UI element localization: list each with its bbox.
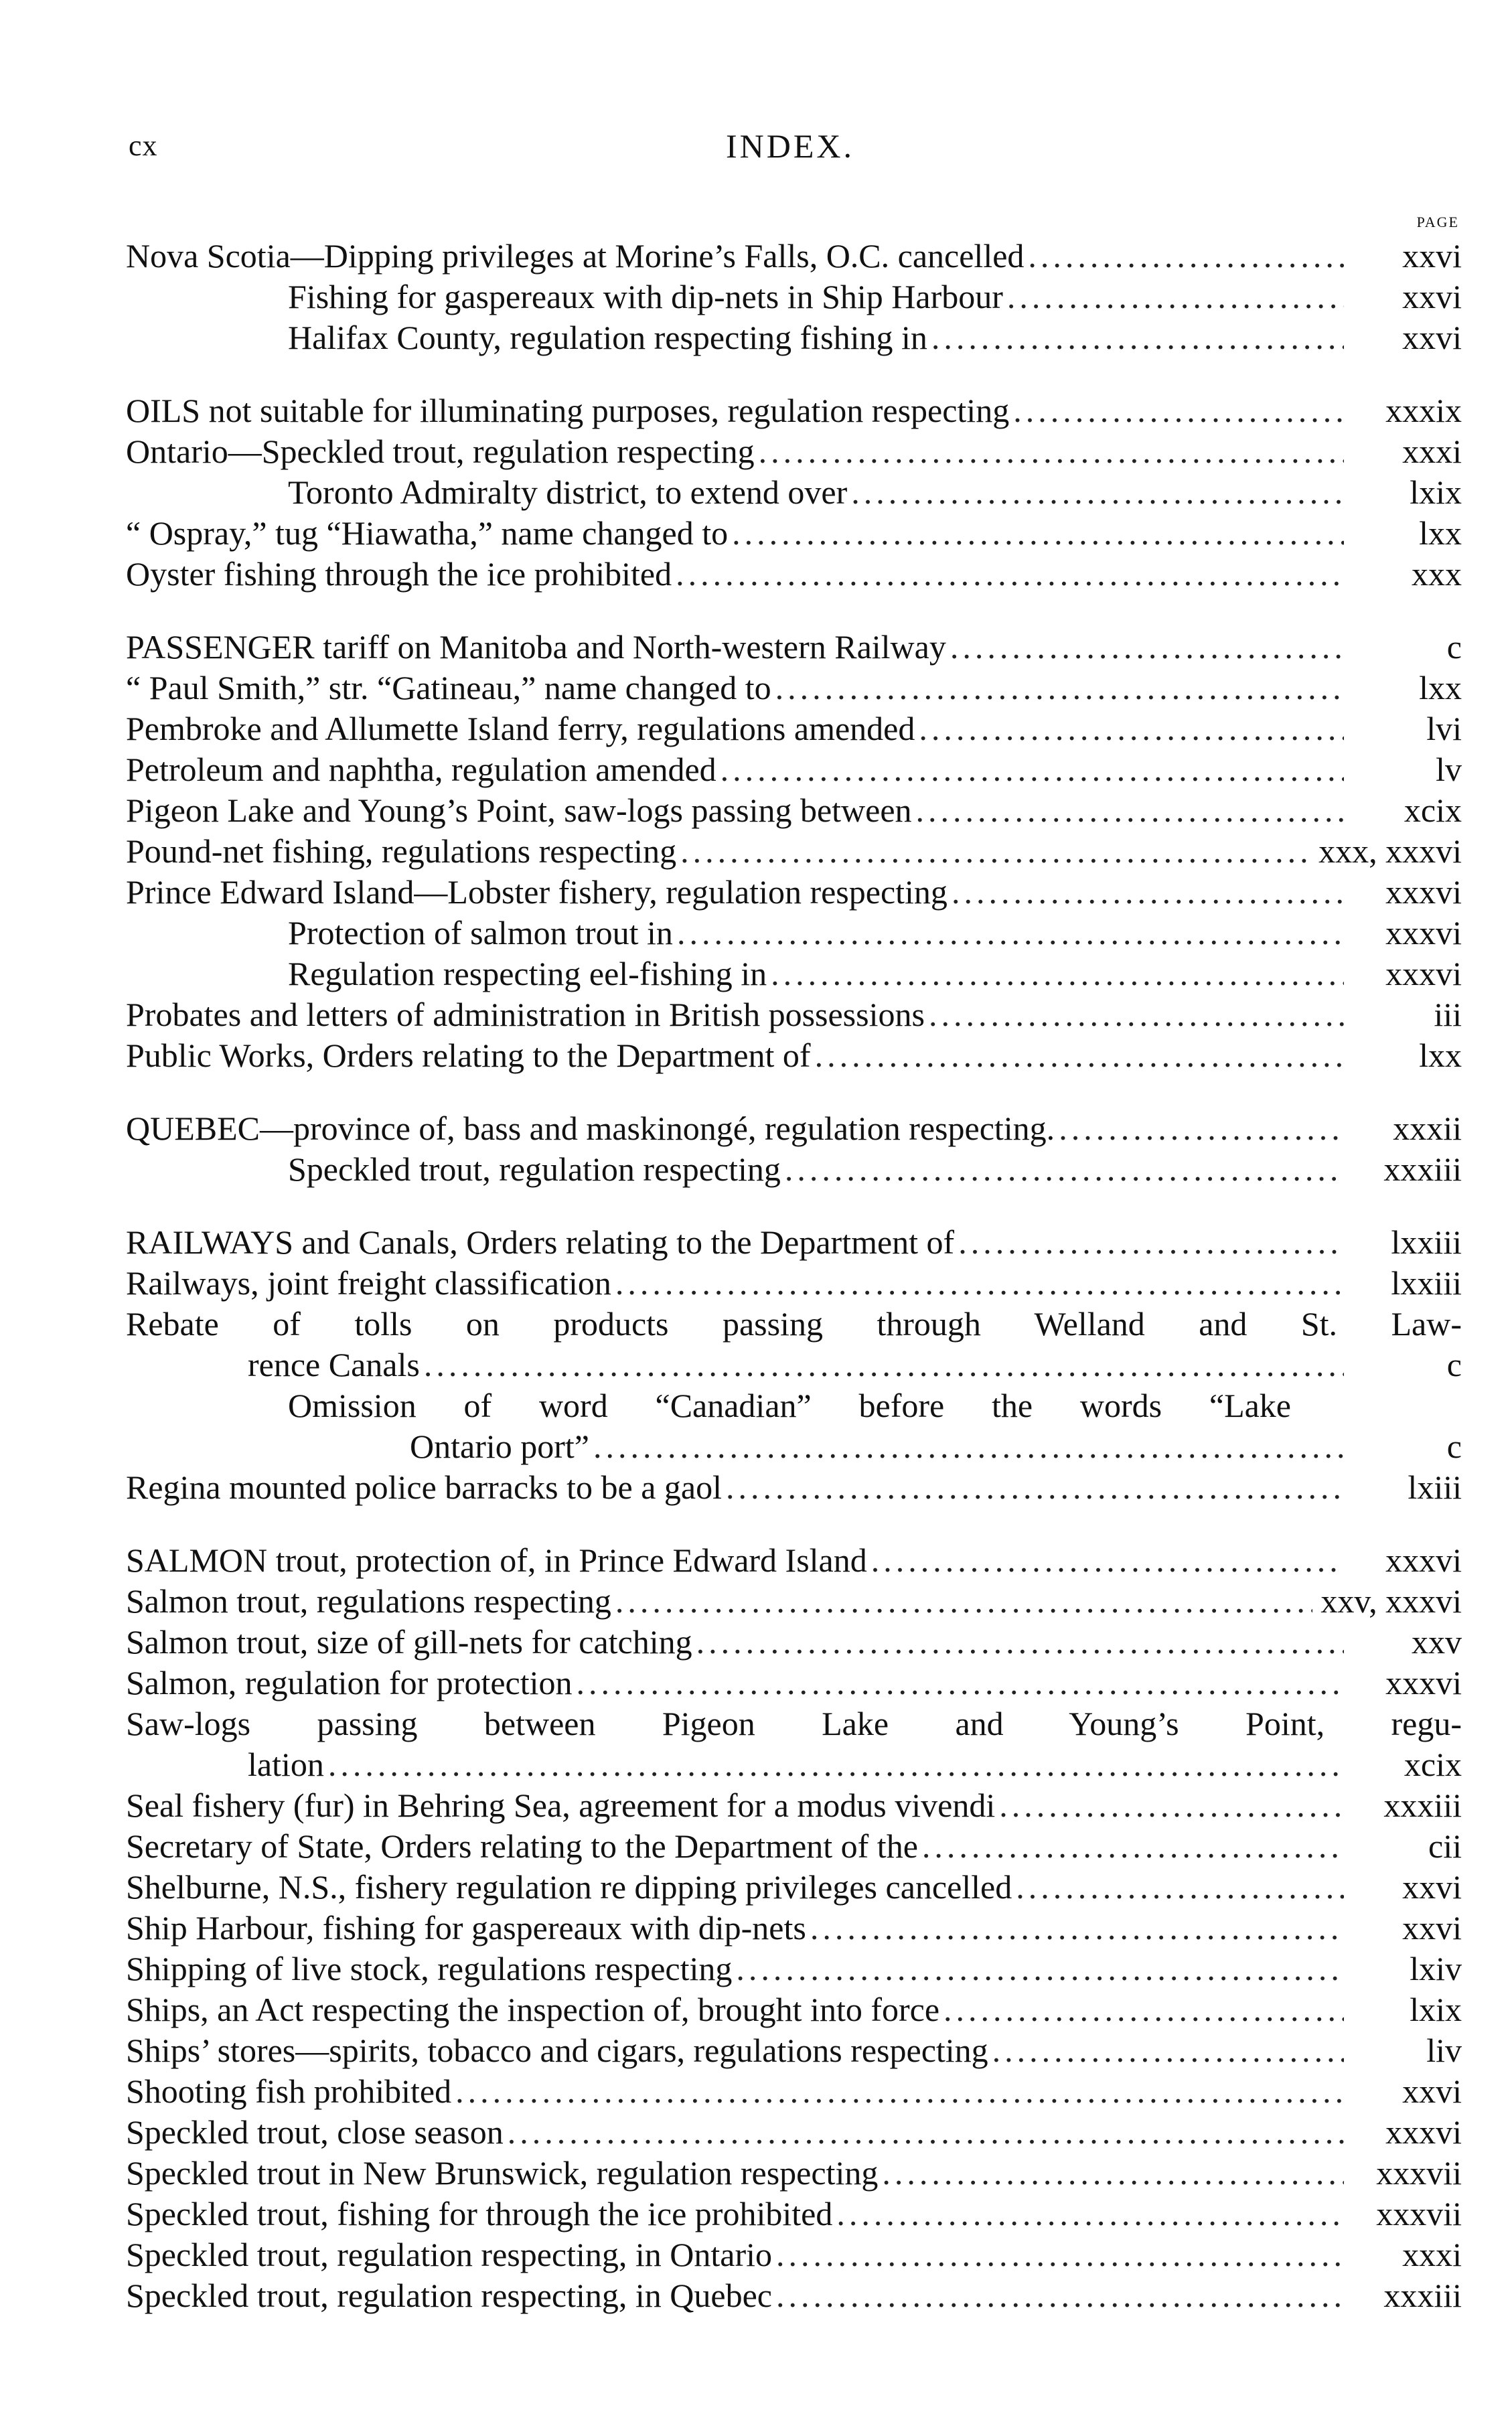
index-entry [126, 708, 1462, 749]
index-entry [126, 913, 1462, 954]
index-entry [126, 1304, 1462, 1345]
index-entry [126, 236, 1462, 277]
page-folio: cx [129, 129, 158, 162]
entry-page-ref: xxxvi [1385, 1664, 1462, 1701]
index-entry [126, 2275, 1462, 2316]
index-entry [126, 2071, 1462, 2112]
index-entry [126, 831, 1462, 872]
dot-leader [759, 431, 1344, 472]
entry-text: RAILWAYS and Canals, Orders relating to the Department of [126, 1223, 955, 1261]
page-column-label: PAGE [1416, 214, 1459, 230]
dot-leader [815, 1035, 1344, 1076]
index-entry [126, 513, 1462, 554]
index-body [126, 209, 1462, 2348]
entry-page-ref: xxxi [1402, 2236, 1462, 2273]
dot-leader [776, 2234, 1344, 2275]
entry-page-ref: c [1446, 1346, 1462, 1383]
index-entry [126, 1908, 1462, 1949]
dot-leader [736, 1949, 1344, 1989]
entry-text: rence Canals [248, 1346, 420, 1383]
entry-text: Speckled trout, fishing for through the ice prohibited [126, 2195, 833, 2232]
index-section [126, 1540, 1462, 2316]
entry-page-ref: lxx [1419, 514, 1462, 552]
entry-page-ref: lxiii [1408, 1468, 1462, 1506]
entry-page-ref: lxxiii [1391, 1223, 1462, 1261]
entry-page-ref: xxxvi [1385, 873, 1462, 911]
index-entry [126, 1663, 1462, 1703]
dot-leader [455, 2071, 1344, 2112]
index-entry [126, 1385, 1462, 1426]
entry-text: Pembroke and Allumette Island ferry, regulations amended [126, 710, 915, 747]
entry-text: Prince Edward Island—Lobster fishery, regulation respecting [126, 873, 948, 911]
dot-leader [726, 1467, 1344, 1508]
dot-leader [1028, 236, 1344, 277]
index-entry [126, 390, 1462, 431]
page-title: INDEX. [725, 127, 855, 165]
dot-leader [919, 708, 1344, 749]
entry-text: Public Works, Orders relating to the Department of [126, 1037, 811, 1074]
entry-text: Shooting fish prohibited [126, 2072, 452, 2110]
entry-text: Protection of salmon trout in [288, 914, 673, 952]
entry-text: Omission of word “Canadian” before the words “Lake [288, 1387, 1291, 1424]
dot-leader [1059, 1108, 1344, 1149]
dot-leader [929, 994, 1344, 1035]
dot-leader [328, 1744, 1344, 1785]
entry-page-ref: liv [1426, 2032, 1462, 2069]
entry-page-ref: xxxvii [1376, 2154, 1462, 2192]
entry-text: Seal fishery (fur) in Behring Sea, agreement for a modus vivendi [126, 1787, 996, 1824]
entry-text: Toronto Admiralty district, to extend over [288, 473, 848, 511]
entry-page-ref: xxvi [1402, 1909, 1462, 1947]
index-entry [126, 790, 1462, 831]
index-entry [126, 1540, 1462, 1581]
dot-leader [922, 1826, 1344, 1867]
entry-page-ref: lxx [1419, 669, 1462, 706]
entry-page-ref: xxx [1412, 555, 1462, 593]
entry-page-ref: lxiv [1410, 1950, 1462, 1987]
entry-page-ref: c [1446, 628, 1462, 666]
dot-leader [776, 2275, 1344, 2316]
entry-page-ref: lxix [1410, 473, 1462, 511]
entry-text: Petroleum and naphtha, regulation amended [126, 751, 716, 788]
entry-text: Pigeon Lake and Young’s Point, saw-logs passing between [126, 791, 912, 829]
entry-text: “ Ospray,” tug “Hiawatha,” name changed to [126, 514, 729, 552]
index-entry [126, 1149, 1462, 1190]
index-entry [126, 2153, 1462, 2194]
entry-page-ref: xxv, xxxvi [1320, 1582, 1462, 1620]
index-section [126, 1108, 1462, 1190]
entry-text: Regina mounted police barracks to be a gaol [126, 1468, 722, 1506]
index-entry [126, 1222, 1462, 1263]
dot-leader [771, 954, 1344, 994]
entry-page-ref: xxvi [1402, 1868, 1462, 1906]
running-head [129, 126, 1452, 173]
index-entry [126, 1744, 1462, 1785]
entry-text: Speckled trout, regulation respecting, in Ontario [126, 2236, 773, 2273]
index-entry [126, 431, 1462, 472]
dot-leader [424, 1345, 1344, 1385]
index-entry [126, 954, 1462, 994]
index-entry [126, 472, 1462, 513]
dot-leader [1007, 277, 1344, 317]
entry-text: Shelburne, N.S., fishery regulation re dipping privileges cancelled [126, 1868, 1012, 1906]
dot-leader [952, 872, 1344, 913]
index-entry [126, 1581, 1462, 1622]
dot-leader [775, 668, 1344, 708]
entry-text: lation [248, 1746, 324, 1783]
entry-page-ref: xcix [1404, 791, 1462, 829]
entry-page-ref: lvi [1426, 710, 1462, 747]
entry-text: Salmon trout, size of gill-nets for catching [126, 1623, 692, 1661]
dot-leader [732, 513, 1344, 554]
index-entry [126, 2112, 1462, 2153]
index-entry [126, 1826, 1462, 1867]
entry-page-ref: xxv [1412, 1623, 1462, 1661]
entry-text: SALMON trout, protection of, in Prince Edward Island [126, 1541, 867, 1579]
entry-text: Ontario port” [410, 1428, 589, 1465]
entry-text: Secretary of State, Orders relating to the Department of the [126, 1827, 918, 1865]
entry-text: Shipping of live stock, regulations respecting [126, 1950, 733, 1987]
entry-page-ref: xxxvi [1385, 2113, 1462, 2151]
entry-page-ref: xxxiii [1383, 1787, 1462, 1824]
index-entry [126, 668, 1462, 708]
entry-page-ref: xxxix [1385, 392, 1462, 429]
entry-text: PASSENGER tariff on Manitoba and North-western Railway [126, 628, 946, 666]
entry-text: Ships’ stores—spirits, tobacco and cigars, regulations respecting [126, 2032, 988, 2069]
entry-page-ref: xxxvii [1376, 2195, 1462, 2232]
entry-text: Salmon trout, regulations respecting [126, 1582, 611, 1620]
dot-leader [508, 2112, 1344, 2153]
entry-text: Railways, joint freight classification [126, 1264, 611, 1302]
index-entry [126, 317, 1462, 358]
dot-leader [1016, 1867, 1344, 1908]
index-entry [126, 2030, 1462, 2071]
entry-text: OILS not suitable for illuminating purposes, regulation respecting [126, 392, 1010, 429]
index-entry [126, 1263, 1462, 1304]
index-entry [126, 749, 1462, 790]
entry-page-ref: iii [1434, 996, 1462, 1033]
index-entry [126, 1703, 1462, 1744]
index-entry [126, 1426, 1462, 1467]
entry-text: “ Paul Smith,” str. “Gatineau,” name changed to [126, 669, 771, 706]
entry-page-ref: xxxvi [1385, 955, 1462, 992]
index-section [126, 627, 1462, 1076]
entry-page-ref: xcix [1404, 1746, 1462, 1783]
entry-page-ref: xxxiii [1383, 2277, 1462, 2314]
index-entry [126, 872, 1462, 913]
entry-page-ref: xxxi [1402, 433, 1462, 470]
dot-leader [615, 1581, 1312, 1622]
entry-text: Speckled trout in New Brunswick, regulation respecting [126, 2154, 879, 2192]
entry-page-ref: xxvi [1402, 278, 1462, 315]
entry-page-ref: lxx [1419, 1037, 1462, 1074]
index-entry [126, 1989, 1462, 2030]
index-entry [126, 1949, 1462, 1989]
index-entry [126, 1467, 1462, 1508]
entry-text: Ontario—Speckled trout, regulation respecting [126, 433, 755, 470]
index-entry [126, 2194, 1462, 2234]
entry-text: Saw-logs passing between Pigeon Lake and Young’s Point, regu- [126, 1705, 1462, 1742]
dot-leader [916, 790, 1344, 831]
index-section [126, 1222, 1462, 1508]
entry-text: Speckled trout, close season [126, 2113, 504, 2151]
index-section [126, 390, 1462, 595]
entry-text: Ships, an Act respecting the inspection of, brought into force [126, 1991, 940, 2028]
entry-text: Fishing for gaspereaux with dip-nets in Ship Harbour [288, 278, 1003, 315]
index-entry [126, 554, 1462, 595]
dot-leader [958, 1222, 1344, 1263]
dot-leader [677, 913, 1344, 954]
dot-leader [810, 1908, 1344, 1949]
index-entry [126, 1035, 1462, 1076]
entry-text: Pound-net fishing, regulations respecting [126, 832, 677, 870]
entry-page-ref: xxxii [1393, 1110, 1462, 1147]
entry-text: Regulation respecting eel-fishing in [288, 955, 767, 992]
entry-text: Rebate of tolls on products passing through Welland and St. Law- [126, 1305, 1462, 1343]
entry-text: Speckled trout, regulation respecting, in Quebec [126, 2277, 772, 2314]
entry-page-ref: lv [1436, 751, 1462, 788]
entry-text: Nova Scotia—Dipping privileges at Morine’s Falls, O.C. cancelled [126, 237, 1025, 275]
dot-leader [851, 472, 1344, 513]
entry-page-ref: xxvi [1402, 237, 1462, 275]
dot-leader [836, 2194, 1344, 2234]
entry-page-ref: xxxiii [1383, 1150, 1462, 1188]
dot-leader [931, 317, 1344, 358]
dot-leader [992, 2030, 1344, 2071]
index-entry [126, 1785, 1462, 1826]
entry-page-ref: xxxvi [1385, 914, 1462, 952]
entry-page-ref: xxxvi [1385, 1541, 1462, 1579]
index-entry [126, 627, 1462, 668]
dot-leader [950, 627, 1344, 668]
dot-leader [1013, 390, 1344, 431]
entry-page-ref: xxvi [1402, 2072, 1462, 2110]
index-entry [126, 277, 1462, 317]
index-entry [126, 2234, 1462, 2275]
index-entry [126, 1108, 1462, 1149]
entry-text: Oyster fishing through the ice prohibited [126, 555, 672, 593]
entry-page-ref: cii [1428, 1827, 1462, 1865]
entry-text: Probates and letters of administration in British possessions [126, 996, 925, 1033]
index-section [126, 236, 1462, 358]
dot-leader [615, 1263, 1344, 1304]
entry-text: Halifax County, regulation respecting fishing in [288, 319, 927, 356]
dot-leader [577, 1663, 1344, 1703]
dot-leader [871, 1540, 1344, 1581]
entry-page-ref: c [1446, 1428, 1462, 1465]
dot-leader [721, 749, 1344, 790]
index-entry [126, 1345, 1462, 1385]
dot-leader [680, 831, 1310, 872]
dot-leader [999, 1785, 1344, 1826]
dot-leader [696, 1622, 1344, 1663]
entry-text: QUEBEC—province of, bass and maskinongé, regulation respecting. [126, 1110, 1055, 1147]
index-entry [126, 1867, 1462, 1908]
dot-leader [676, 554, 1344, 595]
entry-page-ref: xxvi [1402, 319, 1462, 356]
dot-leader [882, 2153, 1344, 2194]
entry-page-ref: lxxiii [1391, 1264, 1462, 1302]
dot-leader [943, 1989, 1344, 2030]
index-entry [126, 994, 1462, 1035]
entry-text: Salmon, regulation for protection [126, 1664, 573, 1701]
entry-text: Ship Harbour, fishing for gaspereaux with dip-nets [126, 1909, 806, 1947]
dot-leader [785, 1149, 1344, 1190]
entry-text: Speckled trout, regulation respecting [288, 1150, 781, 1188]
entry-page-ref: xxx, xxxvi [1318, 832, 1462, 870]
entry-page-ref: lxix [1410, 1991, 1462, 2028]
dot-leader [593, 1426, 1344, 1467]
index-entry [126, 1622, 1462, 1663]
